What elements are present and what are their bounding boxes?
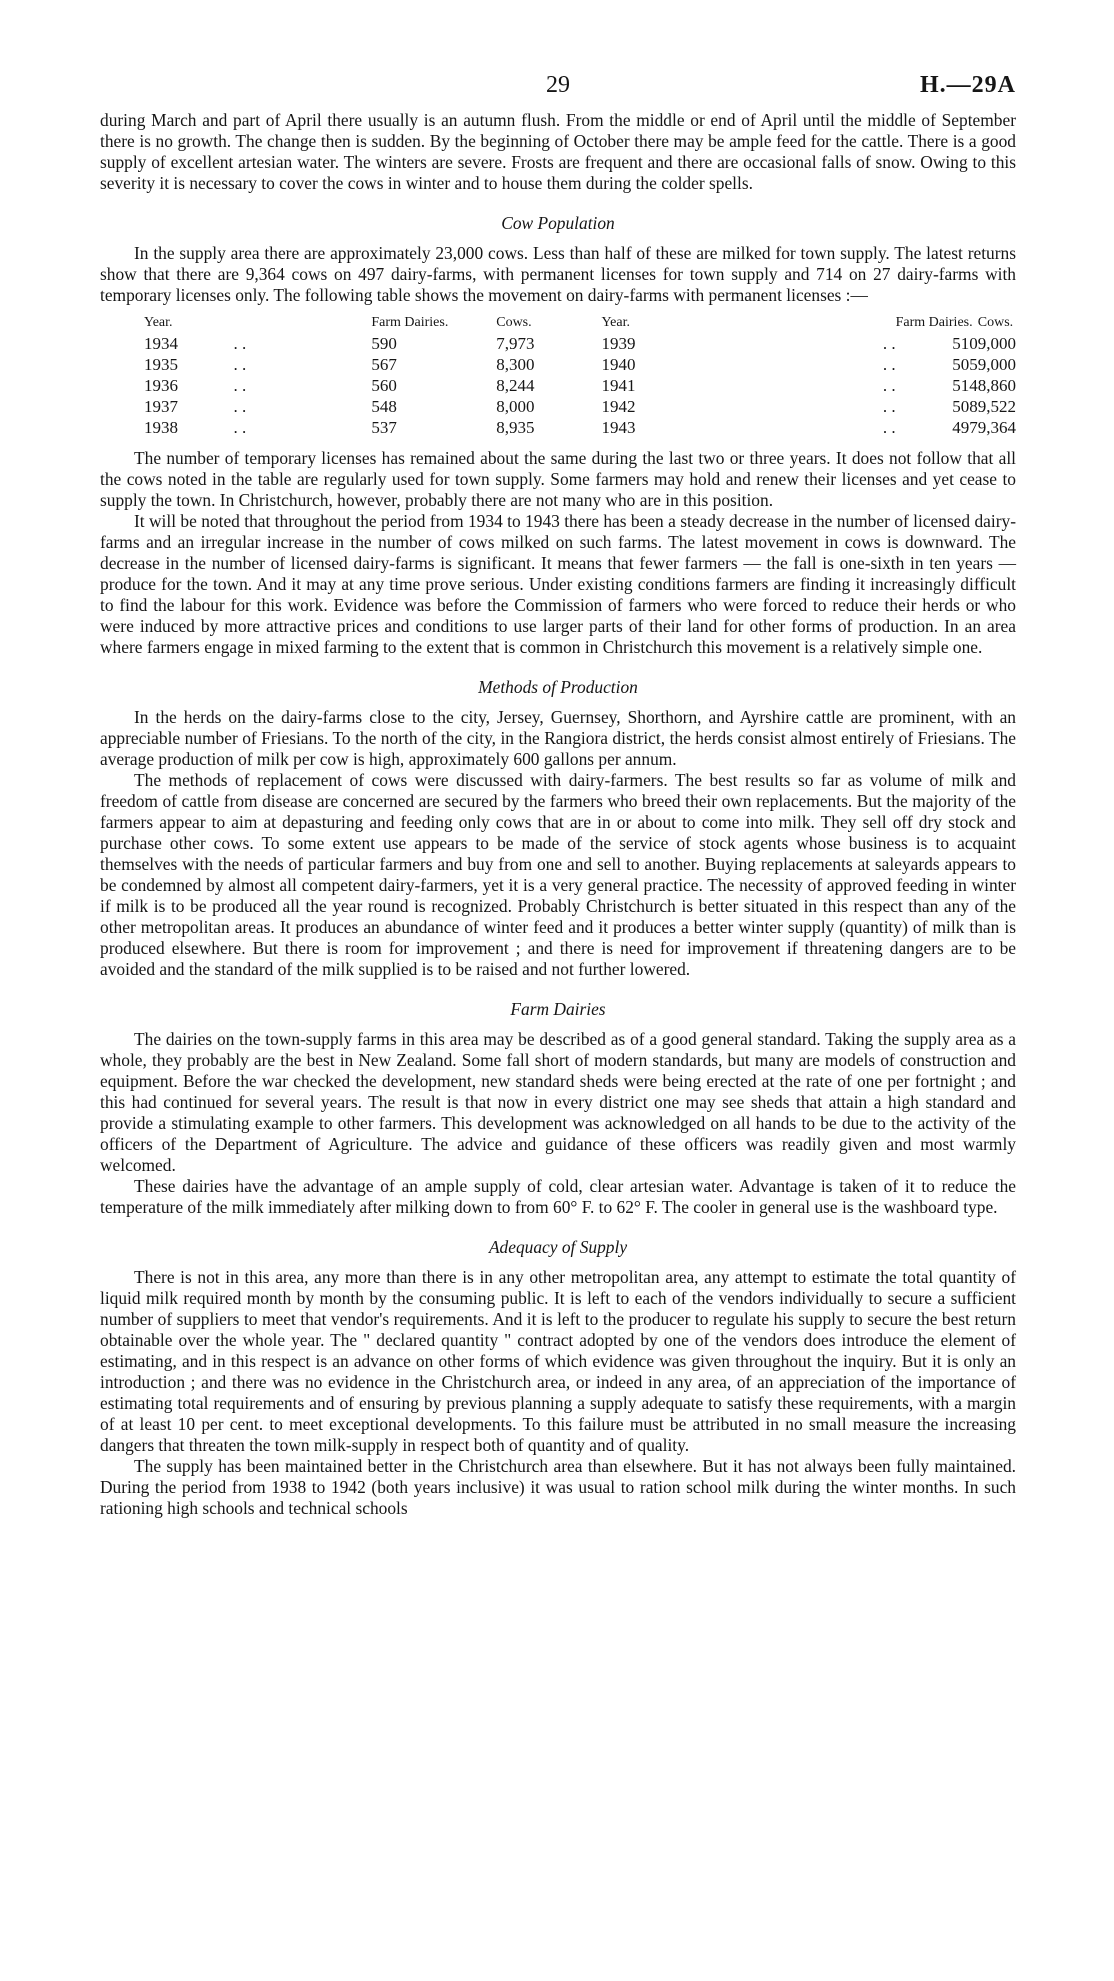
paragraph: The methods of replacement of cows were discussed with dairy-farmers. The best results so far as volume of milk and freedom of cattle from disease are concerned are secured by the farmers who breed their own replacements. But the majority of the farmers appear to aim at depasturing and feeding only cows that are in or about to come into milk. They sell off dry stock and purchase other cows. To some extent use appears to be made of the service of stock agents whose business is to acquaint themselves with the needs of particular farmers and buy from one and sell to another. Buying replacements at saleyards appears to be condemned by almost all competent dairy-farmers, yet it is a very general practice. The necessity of approved feeding in winter if milk is to be produced all the year round is recognized. Probably Christchurch is better situated in this respect than any of the other metropolitan areas. It produces an abundance of winter feed and it produces a better winter supply (quantity) of milk than is produced elsewhere. But there is room for improvement ; and there is need for improvement if threatening dangers are to be avoided and the standard of the milk supplied is to be raised and not further lowered. bbox=[100, 770, 1016, 979]
column-header: Farm Dairies. bbox=[895, 314, 973, 330]
leader-dots: . . bbox=[233, 333, 247, 353]
paragraph: The dairies on the town-supply farms in this area may be described as of a good general standard. Taking the supply area as a whole, they probably are the best in New Zealand. Some fall short of modern standards, but many are models of construction and equipment. Before the war checked the development, new standard sheds were being erected at the rate of one per fortnight ; and this had continued for several years. The result is that now in every district one may see sheds that attain a high standard and provide a stimulating example to other farmers. This development was acknowledged on all hands to be due to the activity of the officers of the Department of Agriculture. The advice and guidance of these officers was readily given and most warmly welcomed. bbox=[100, 1029, 1016, 1175]
table-cell-cows: 8,860 bbox=[977, 375, 1016, 395]
paragraph: In the supply area there are approximately 23,000 cows. Less than half of these are milked for town supply. The latest returns show that there are 9,364 cows on 497 dairy-farms, with permanent licenses for town supply and 714 on 27 dairy-farms with temporary licenses only. The following table shows the movement on dairy-farms with permanent licenses :— bbox=[100, 243, 1016, 305]
table-cell-farm-dairies: 567 bbox=[371, 354, 397, 374]
table-cell-cows: 9,000 bbox=[977, 333, 1016, 353]
paragraph: The number of temporary licenses has remained about the same during the last two or three years. It does not follow that all the cows noted in the table are regularly used for town supply. Some farmers may hold and renew their licenses and yet cease to supply the town. In Christchurch, however, probably there are not many who are in this position. bbox=[100, 448, 1016, 510]
leader-dots: . . bbox=[233, 417, 247, 437]
leader-dots: . . bbox=[882, 396, 896, 416]
column-header: Cows. bbox=[977, 314, 1014, 330]
table-cell-year: 1936 bbox=[144, 375, 178, 395]
paragraph: It will be noted that throughout the period from 1934 to 1943 there has been a steady decrease in the number of licensed dairy-farms and an irregular increase in the number of cows milked on such farms. The latest movement in cows is downward. The decrease in the number of licensed dairy-farms is significant. It means that fewer farmers — the fall is one-sixth in ten years — produce for the town. And it may at any time prove serious. Under existing conditions farmers are finding it increasingly difficult to find the labour for this work. Evidence was before the Commission of farmers who were forced to reduce their herds or who were induced by more attractive prices and conditions to use larger parts of their land for other forms of production. In an area where farmers engage in mixed farming to the extent that is common in Christchurch this movement is a relatively simple one. bbox=[100, 511, 1016, 657]
paragraph-continued: during March and part of April there usually is an autumn flush. From the middle or end of April until the middle of September there is no growth. The change then is sudden. By the beginning of October there may be ample feed for the cattle. There is a good supply of excellent artesian water. The winters are severe. Frosts are frequent and there are occasional falls of snow. Owing to this severity it is necessary to cover the cows in winter and to house them during the colder spells. bbox=[100, 110, 1016, 193]
column-header: Cows. bbox=[496, 314, 532, 330]
table-cell-year: 1941 bbox=[601, 375, 636, 395]
leader-dots: . . bbox=[233, 354, 247, 374]
table-cell-farm-dairies: 497 bbox=[952, 417, 978, 437]
table-cell-farm-dairies: 590 bbox=[371, 333, 397, 353]
table-cell-cows: 8,244 bbox=[496, 375, 535, 395]
table-cell-year: 1938 bbox=[144, 417, 178, 437]
paragraph: The supply has been maintained better in the Christchurch area than elsewhere. But it has not always been fully maintained. During the period from 1938 to 1942 (both years inclusive) it was usual to ration school milk during the winter months. In such rationing high schools and technical schools bbox=[100, 1456, 1016, 1518]
table-cell-cows: 7,973 bbox=[496, 333, 535, 353]
table-row bbox=[100, 417, 1016, 438]
table-cell-farm-dairies: 560 bbox=[371, 375, 397, 395]
table-cell-year: 1935 bbox=[144, 354, 178, 374]
column-header: Year. bbox=[601, 314, 630, 330]
section-heading: Methods of Production bbox=[478, 677, 638, 697]
table-cell-farm-dairies: 514 bbox=[952, 375, 978, 395]
table-cell-farm-dairies: 508 bbox=[952, 396, 978, 416]
table-cell-year: 1939 bbox=[601, 333, 636, 353]
table-cell-cows: 8,000 bbox=[496, 396, 535, 416]
table-header-row bbox=[100, 312, 1016, 333]
table-cell-cows: 9,364 bbox=[977, 417, 1016, 437]
leader-dots: . . bbox=[882, 333, 896, 353]
section-heading: Cow Population bbox=[501, 213, 615, 233]
table-row bbox=[100, 333, 1016, 354]
section-adequacy-of-supply bbox=[100, 1237, 1016, 1519]
document-page bbox=[100, 70, 1016, 1519]
table-row bbox=[100, 354, 1016, 375]
dairy-farm-table bbox=[100, 312, 1016, 438]
table-cell-cows: 9,000 bbox=[977, 354, 1016, 374]
table-cell-cows: 8,935 bbox=[496, 417, 535, 437]
paragraph: These dairies have the advantage of an ample supply of cold, clear artesian water. Advantage is taken of it to reduce the temperature of the milk immediately after milking down to from 60° F. to 62° F. The cooler in general use is the washboard type. bbox=[100, 1176, 1016, 1217]
table-cell-year: 1940 bbox=[601, 354, 636, 374]
page-number: 29 bbox=[546, 72, 570, 98]
table-body bbox=[100, 333, 1016, 438]
leader-dots: . . bbox=[233, 396, 247, 416]
table-cell-farm-dairies: 510 bbox=[952, 333, 978, 353]
table-cell-cows: 9,522 bbox=[977, 396, 1016, 416]
page-header bbox=[100, 70, 1016, 110]
table-cell-year: 1942 bbox=[601, 396, 636, 416]
leader-dots: . . bbox=[882, 417, 896, 437]
leader-dots: . . bbox=[882, 375, 896, 395]
document-reference: H.—29A bbox=[920, 72, 1016, 98]
table-cell-year: 1937 bbox=[144, 396, 178, 416]
column-header: Year. bbox=[144, 314, 173, 330]
column-header: Farm Dairies. bbox=[371, 314, 449, 330]
section-methods-of-production bbox=[100, 677, 1016, 980]
section-farm-dairies bbox=[100, 999, 1016, 1218]
section-heading: Farm Dairies bbox=[510, 999, 606, 1019]
leader-dots: . . bbox=[882, 354, 896, 374]
table-cell-farm-dairies: 548 bbox=[371, 396, 397, 416]
section-cow-population bbox=[100, 213, 1016, 658]
leader-dots: . . bbox=[233, 375, 247, 395]
paragraph: There is not in this area, any more than there is in any other metropolitan area, any attempt to estimate the total quantity of liquid milk required month by month by the consuming public. It is left to each of the vendors individually to secure a sufficient number of suppliers to meet that vendor's requirements. And it is left to the producer to regulate his supply to secure the best return obtainable over the whole year. The " declared quantity " contract adopted by one of the vendors does introduce the element of estimating, and in this respect is an advance on other forms of which evidence was given throughout the inquiry. But it is only an introduction ; and there was no evidence in the Christchurch area, or indeed in any area, of an appreciation of the importance of estimating total requirements and of ensuring by previous planning a supply adequate to satisfy these requirements, with a margin of at least 10 per cent. to meet exceptional developments. To this failure must be attributed in no small measure the increasing dangers that threaten the town milk-supply in respect both of quantity and of quality. bbox=[100, 1267, 1016, 1455]
table-cell-farm-dairies: 537 bbox=[371, 417, 397, 437]
table-row bbox=[100, 375, 1016, 396]
table-row bbox=[100, 396, 1016, 417]
table-cell-farm-dairies: 505 bbox=[952, 354, 978, 374]
table-cell-year: 1934 bbox=[144, 333, 178, 353]
section-heading: Adequacy of Supply bbox=[488, 1237, 628, 1257]
paragraph: In the herds on the dairy-farms close to the city, Jersey, Guernsey, Shorthorn, and Ayrshire cattle are prominent, with an appreciable number of Friesians. To the north of the city, in the Rangiora district, the herds consist almost entirely of Friesians. The average production of milk per cow is high, approximately 600 gallons per annum. bbox=[100, 707, 1016, 769]
table-cell-year: 1943 bbox=[601, 417, 636, 437]
table-cell-cows: 8,300 bbox=[496, 354, 535, 374]
